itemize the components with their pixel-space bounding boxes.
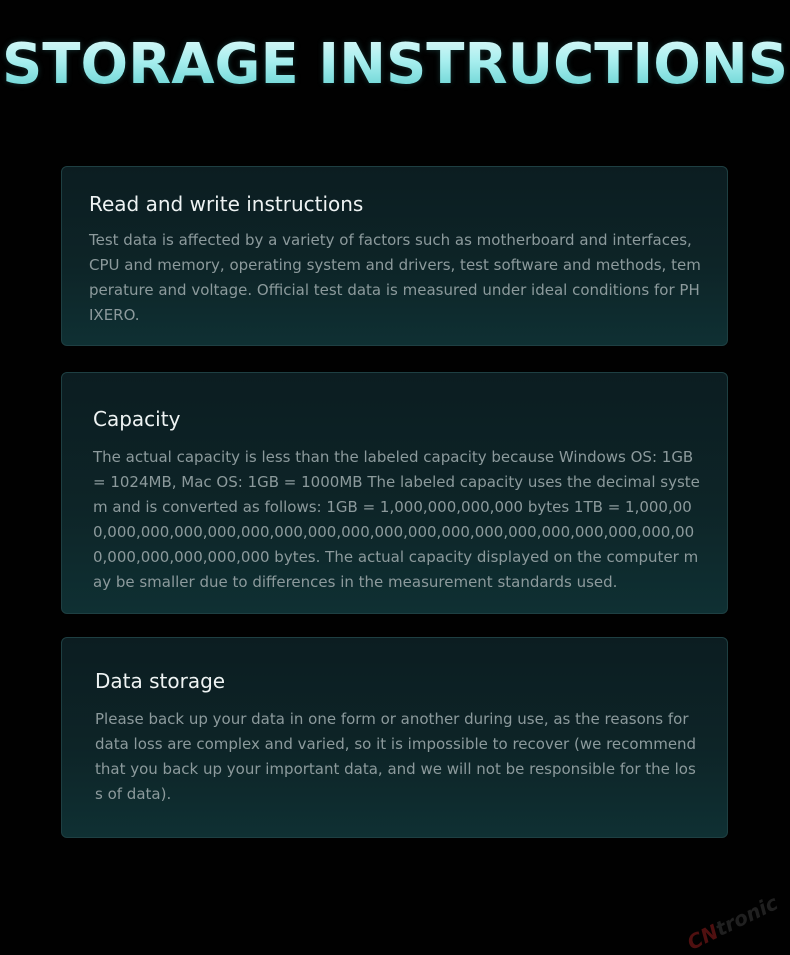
card-title: Data storage [95, 669, 226, 693]
watermark-suffix: tronic [712, 890, 782, 941]
watermark-logo [684, 890, 782, 954]
card-text: Please back up your data in one form or another during use, as the reasons for data loss are complex and varied, so it is impossible to recover (we recommend that you back up your important data, and we will not be responsible for the loss of data). [95, 710, 697, 803]
card-title: Read and write instructions [89, 192, 364, 216]
watermark-prefix: CN [683, 919, 723, 955]
data-storage-card [61, 637, 728, 838]
capacity-card [61, 372, 728, 614]
card-title: Capacity [93, 407, 181, 431]
page-title: STORAGE INSTRUCTIONS [0, 28, 790, 102]
read-write-instructions-card [61, 166, 728, 346]
card-text: The actual capacity is less than the labeled capacity because Windows OS: 1GB = 1024MB, Mac OS: 1GB = 1000MB The labeled capacity uses the decimal system and is converted as follows: 1GB = 1,000,000,000,000 bytes 1TB = 1,000,000,000,000,000,000,000,000,000,000,000,000,000,000,000,000,000,000,000,000,000,000,000,000,000 bytes. The actual capacity displayed on the computer may be smaller due to differences in the measurement standards used. [93, 448, 700, 591]
card-text: Test data is affected by a variety of factors such as motherboard and interfaces, CPU and memory, operating system and drivers, test software and methods, temperature and voltage. Official test data is measured under ideal conditions for PHIXERO. [89, 231, 701, 324]
